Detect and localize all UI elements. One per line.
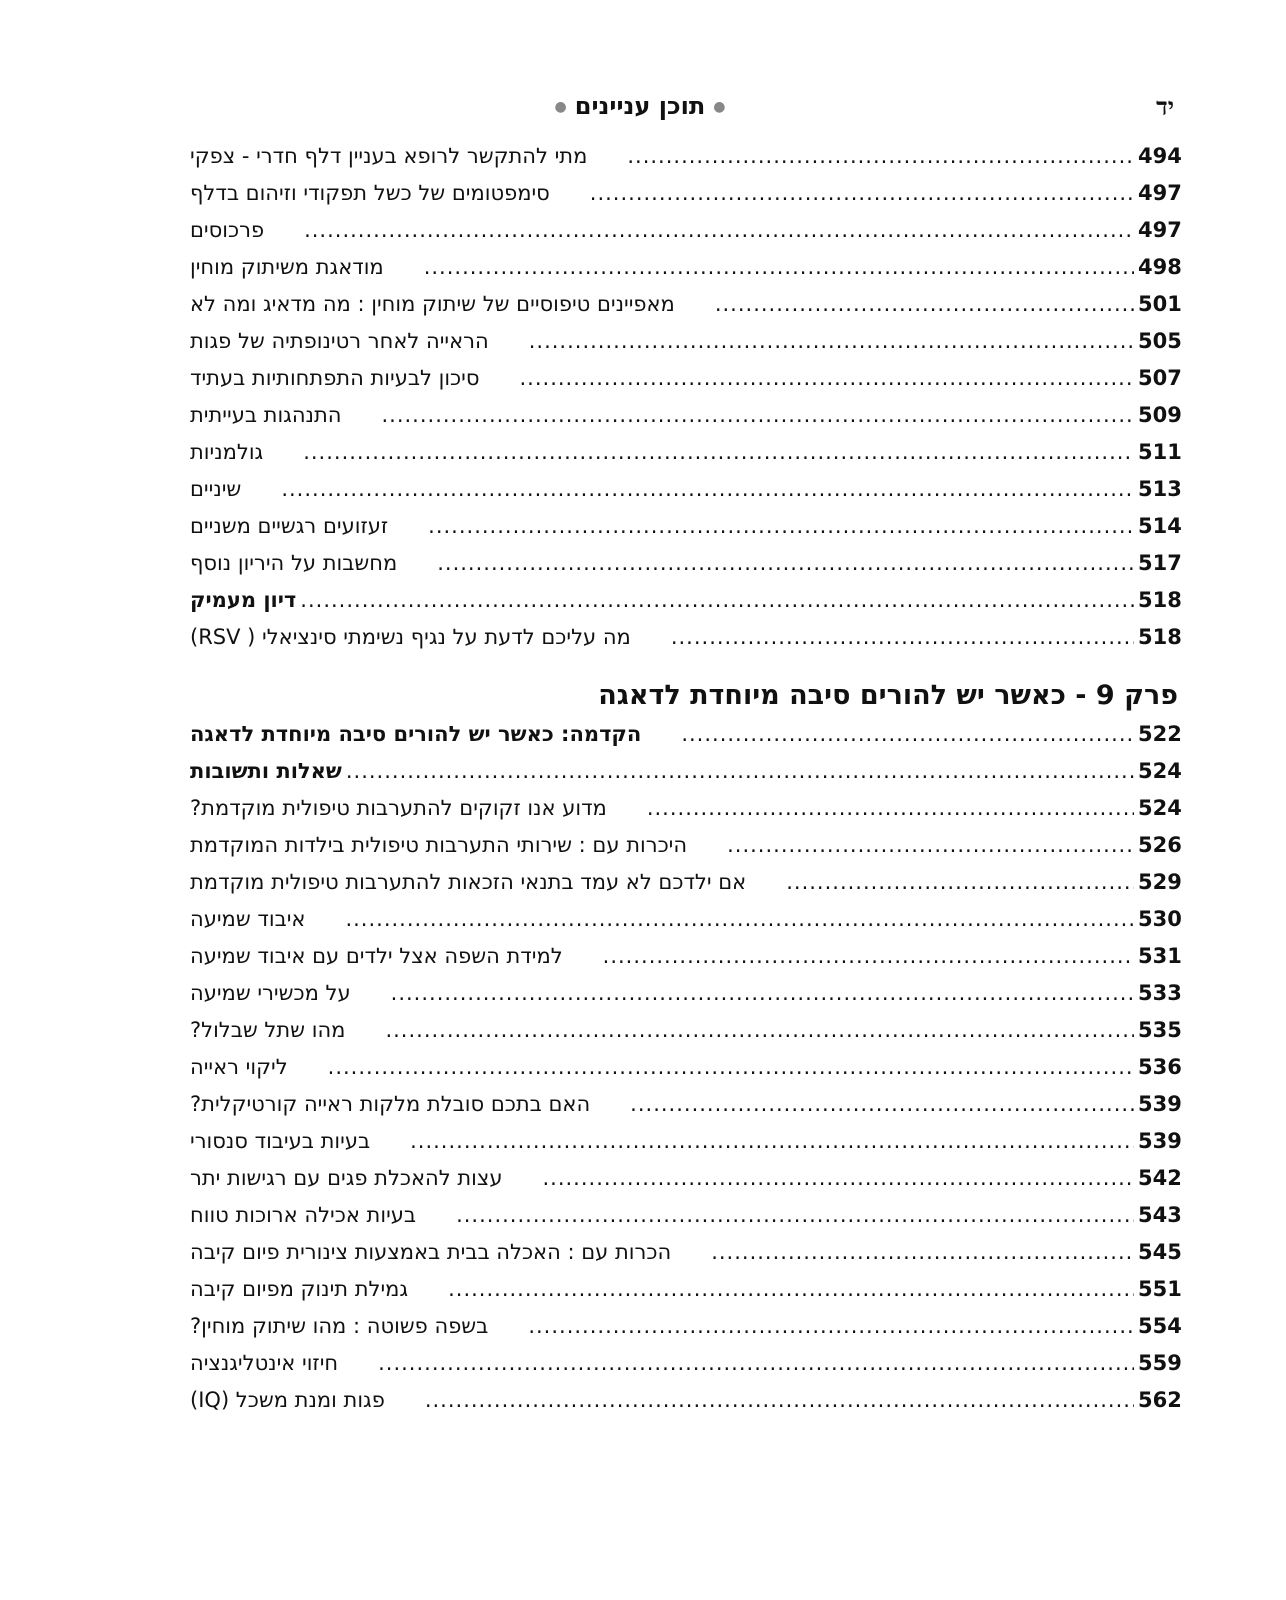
dot-leader: [711, 1234, 1134, 1271]
toc-section-top: [190, 138, 1182, 656]
toc-entry-title: מה עליכם לדעת על נגיף נשימתי סינציאלי ( RSV): [190, 625, 631, 649]
toc-entry[interactable]: [190, 175, 1182, 212]
toc-entry-page: 497: [1138, 181, 1182, 205]
toc-entry[interactable]: [190, 138, 1182, 175]
toc-entry-page: 542: [1138, 1166, 1182, 1190]
toc-entry[interactable]: [190, 249, 1182, 286]
toc-entry-page: 539: [1138, 1092, 1182, 1116]
toc-entry[interactable]: [190, 827, 1182, 864]
toc-entry[interactable]: [190, 938, 1182, 975]
dot-leader: [590, 175, 1134, 212]
toc-entry-page: 524: [1138, 759, 1182, 783]
toc-entry-page: 536: [1138, 1055, 1182, 1079]
toc-entry-title: אם ילדכם לא עמד בתנאי הזכאות להתערבות טיפולית מוקדמת: [190, 870, 747, 894]
toc-entry-title: למידת השפה אצל ילדים עם איבוד שמיעה: [190, 944, 563, 968]
toc-entry[interactable]: [190, 508, 1182, 545]
toc-entry-title: דיון מעמיק: [190, 588, 297, 612]
toc-entry-page: 545: [1138, 1240, 1182, 1264]
toc-entry-page: 539: [1138, 1129, 1182, 1153]
toc-entry-page: 511: [1138, 440, 1182, 464]
dot-leader: [391, 975, 1134, 1012]
dot-leader: [727, 827, 1134, 864]
toc-entry-page: 535: [1138, 1018, 1182, 1042]
toc-entry-title: היכרות עם : שירותי התערבות טיפולית בילדות המוקדמת: [190, 833, 688, 857]
dot-leader: [345, 901, 1134, 938]
dot-leader: [378, 1345, 1134, 1382]
toc-entry[interactable]: [190, 471, 1182, 508]
toc-entry-page: 530: [1138, 907, 1182, 931]
toc-entry-title: הראייה לאחר רטינופתיה של פגות: [190, 329, 489, 353]
toc-entry-page: 543: [1138, 1203, 1182, 1227]
toc-entry[interactable]: [190, 1160, 1182, 1197]
dot-leader: [385, 1012, 1134, 1049]
dot-leader: [681, 716, 1134, 753]
dot-leader: [647, 790, 1134, 827]
toc-entry-title: שיניים: [190, 477, 242, 501]
toc-entry-page: 524: [1138, 796, 1182, 820]
bullet-icon: ●: [554, 99, 567, 115]
dot-leader: [542, 1160, 1134, 1197]
toc-entry[interactable]: [190, 619, 1182, 656]
toc-entry-page: 498: [1138, 255, 1182, 279]
toc-entry-title: על מכשירי שמיעה: [190, 981, 351, 1005]
toc-entry-page: 513: [1138, 477, 1182, 501]
toc-entry[interactable]: [190, 1345, 1182, 1382]
toc-entry-title: איבוד שמיעה: [190, 907, 306, 931]
toc-entry-title: התנהגות בעייתית: [190, 403, 342, 427]
toc-entry-title: בעיות בעיבוד סנסורי: [190, 1129, 371, 1153]
toc-entry-title: בעיות אכילה ארוכות טווח: [190, 1203, 417, 1227]
toc-entry-page: 522: [1138, 722, 1182, 746]
dot-leader: [425, 1382, 1134, 1419]
dot-leader: [627, 138, 1134, 175]
toc-entry-page: 507: [1138, 366, 1182, 390]
toc-entry-title: סיכון לבעיות התפתחותיות בעתיד: [190, 366, 480, 390]
toc-entry[interactable]: [190, 753, 1182, 790]
toc-entry-page: 551: [1138, 1277, 1182, 1301]
toc-entry[interactable]: [190, 790, 1182, 827]
toc-entry-page: 514: [1138, 514, 1182, 538]
toc-entry[interactable]: [190, 1382, 1182, 1419]
dot-leader: [671, 619, 1134, 656]
toc-entry[interactable]: [190, 864, 1182, 901]
dot-leader: [428, 508, 1134, 545]
bullet-icon: ●: [713, 99, 726, 115]
dot-leader: [346, 753, 1134, 790]
toc-entry-page: 533: [1138, 981, 1182, 1005]
toc-entry-title: הקדמה: כאשר יש להורים סיבה מיוחדת לדאגה: [190, 722, 642, 746]
page-header: [0, 92, 1286, 128]
dot-leader: [304, 212, 1134, 249]
toc-entry-title: מודאגת משיתוק מוחין: [190, 255, 384, 279]
toc-entry[interactable]: [190, 1049, 1182, 1086]
dot-leader: [520, 360, 1135, 397]
dot-leader: [381, 397, 1134, 434]
toc-entry-title: עצות להאכלת פגים עם רגישות יתר: [190, 1166, 503, 1190]
page-number: יד: [1156, 92, 1174, 121]
toc-entry[interactable]: [190, 1012, 1182, 1049]
dot-leader: [424, 249, 1134, 286]
toc-entry-title: הכרות עם : האכלה בבית באמצעות צינורית פיום קיבה: [190, 1240, 672, 1264]
dot-leader: [328, 1049, 1134, 1086]
toc-entry-title: סימפטומים של כשל תפקודי וזיהום בדלף: [190, 181, 550, 205]
dot-leader: [603, 938, 1134, 975]
toc-entry-page: 526: [1138, 833, 1182, 857]
toc-entry-title: זעזועים רגשיים משניים: [190, 514, 389, 538]
toc-entry[interactable]: [190, 434, 1182, 471]
toc-entry-title: מחשבות על היריון נוסף: [190, 551, 398, 575]
dot-leader: [528, 1308, 1134, 1345]
toc-entry-page: 562: [1138, 1388, 1182, 1412]
toc-entry-title: ליקוי ראייה: [190, 1055, 288, 1079]
toc-entry[interactable]: [190, 975, 1182, 1012]
chapter-heading: פרק 9 - כאשר יש להורים סיבה מיוחדת לדאגה: [598, 680, 1178, 711]
toc-entry[interactable]: [190, 582, 1182, 619]
toc-entry-page: 505: [1138, 329, 1182, 353]
toc-entry[interactable]: [190, 1308, 1182, 1345]
toc-entry[interactable]: [190, 545, 1182, 582]
toc-entry-page: 559: [1138, 1351, 1182, 1375]
dot-leader: [715, 286, 1134, 323]
toc-entry-title: גמילת תינוק מפיום קיבה: [190, 1277, 409, 1301]
toc-entry[interactable]: [190, 286, 1182, 323]
toc-entry-title: מתי להתקשר לרופא בעניין דלף חדרי - צפקי: [190, 144, 588, 168]
toc-entry-page: 529: [1138, 870, 1182, 894]
toc-entry-page: 518: [1138, 588, 1182, 612]
toc-entry-title: שאלות ותשובות: [190, 759, 342, 783]
toc-entry[interactable]: [190, 1271, 1182, 1308]
toc-entry[interactable]: [190, 323, 1182, 360]
toc-entry-title: האם בתכם סובלת מלקות ראייה קורטיקלית?: [190, 1092, 591, 1116]
toc-entry[interactable]: [190, 1086, 1182, 1123]
toc-entry[interactable]: [190, 360, 1182, 397]
dot-leader: [303, 434, 1134, 471]
dot-leader: [529, 323, 1134, 360]
dot-leader: [456, 1197, 1134, 1234]
running-title: [540, 92, 740, 120]
toc-entry-title: פרכוסים: [190, 218, 265, 242]
toc-entry-title: פגות ומנת משכל (IQ): [190, 1388, 385, 1412]
toc-entry-title: מדוע אנו זקוקים להתערבות טיפולית מוקדמת?: [190, 796, 607, 820]
toc-entry[interactable]: [190, 716, 1182, 753]
dot-leader: [281, 471, 1134, 508]
toc-entry[interactable]: [190, 212, 1182, 249]
dot-leader: [300, 582, 1134, 619]
toc-entry-page: 517: [1138, 551, 1182, 575]
toc-entry-page: 501: [1138, 292, 1182, 316]
toc-entry-title: בשפה פשוטה : מהו שיתוק מוחין?: [190, 1314, 489, 1338]
toc-entry-page: 531: [1138, 944, 1182, 968]
dot-leader: [448, 1271, 1134, 1308]
toc-entry-title: מאפיינים טיפוסיים של שיתוק מוחין : מה מדאיג ומה לא: [190, 292, 675, 316]
toc-entry[interactable]: [190, 1234, 1182, 1271]
toc-entry-page: 494: [1138, 144, 1182, 168]
dot-leader: [437, 545, 1134, 582]
toc-entry-page: 518: [1138, 625, 1182, 649]
dot-leader: [630, 1086, 1134, 1123]
toc-entry[interactable]: [190, 1123, 1182, 1160]
toc-entry-page: 497: [1138, 218, 1182, 242]
toc-entry-page: 509: [1138, 403, 1182, 427]
toc-entry-page: 554: [1138, 1314, 1182, 1338]
dot-leader: [410, 1123, 1134, 1160]
dot-leader: [786, 864, 1134, 901]
toc-entry[interactable]: [190, 397, 1182, 434]
toc-section-bottom: [190, 716, 1182, 1419]
toc-entry-title: גולמניות: [190, 440, 264, 464]
toc-entry[interactable]: [190, 1197, 1182, 1234]
running-title-text: תוכן עניינים: [574, 92, 706, 120]
toc-entry[interactable]: [190, 901, 1182, 938]
toc-entry-title: חיזוי אינטליגנציה: [190, 1351, 339, 1375]
toc-entry-title: מהו שתל שבלול?: [190, 1018, 346, 1042]
